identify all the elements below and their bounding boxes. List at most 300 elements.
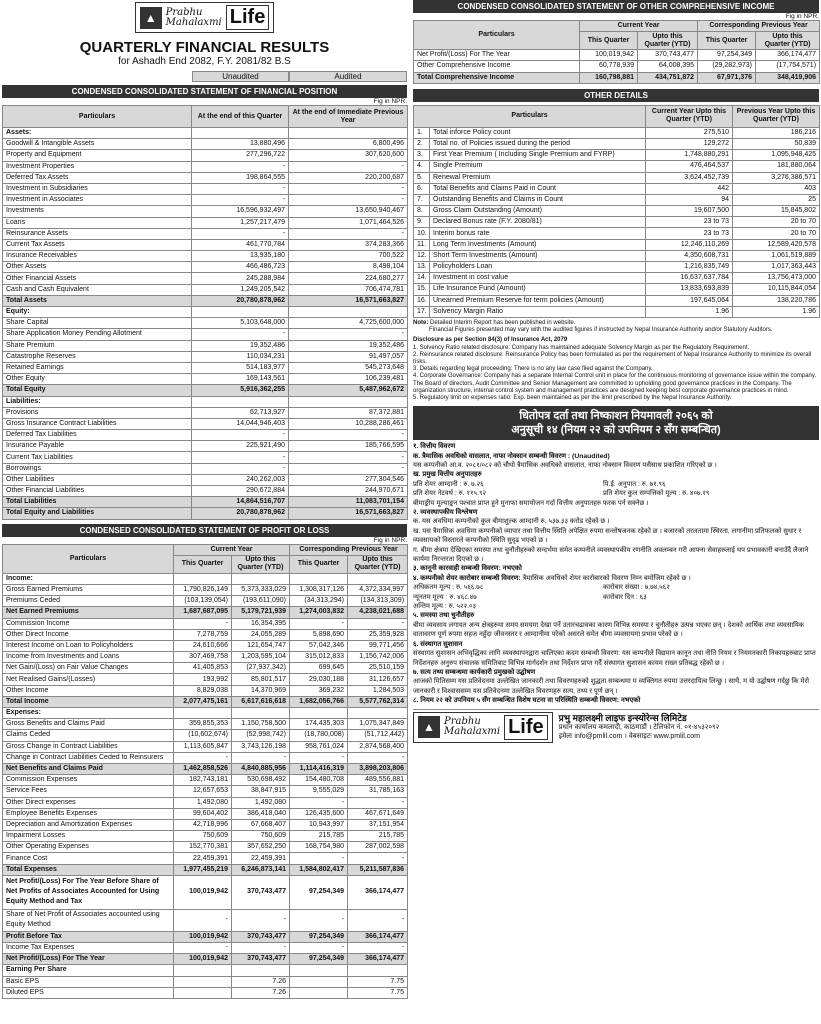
- unaudited-label: Unaudited: [192, 71, 289, 82]
- row-value-2: 4,840,885,956: [232, 763, 290, 774]
- row-value-current: 16,637,637,784: [646, 273, 733, 284]
- row-value-current: 514,183,977: [192, 362, 289, 373]
- row-label: Total Assets: [3, 295, 192, 306]
- row-label: Investment Properties: [3, 161, 192, 172]
- nep-s1a-text: यस कम्पनीको आ.व. २०८१/०८२ को चौथो त्रैमासिक अवधिको वासलात, नाफा नोक्सान विवरण यसैसाथ प्रकाशित गरिएको छ ।: [413, 461, 717, 469]
- row-value-2: 386,418,040: [232, 808, 290, 819]
- row-label: Earning Per Share: [3, 965, 174, 976]
- nep-share-min: न्यूनतम मूल्य : रु. ४६८.४७: [413, 593, 477, 601]
- row-value-3: 1,584,802,417: [290, 864, 348, 875]
- row-value-prev: 181,880,064: [733, 161, 820, 172]
- profit-loss-fig: Fig in NPR.: [373, 536, 407, 544]
- row-label: Commission Income: [3, 618, 174, 629]
- row-value-2: 370,743,477: [232, 931, 290, 942]
- row-value-4: 3,898,203,806: [348, 763, 408, 774]
- table-row: [3, 674, 408, 685]
- row-value-3: 369,232: [290, 685, 348, 696]
- row-value-3: [290, 573, 348, 584]
- row-number: 15.: [414, 284, 430, 295]
- row-value-current: 275,510: [646, 127, 733, 138]
- row-value-current: -: [192, 430, 289, 441]
- table-row: [3, 172, 408, 183]
- row-value-2: 1,203,595,104: [232, 652, 290, 663]
- row-value-4: (51,712,442): [348, 730, 408, 741]
- row-value-3: 958,761,024: [290, 741, 348, 752]
- row-value-current: 20,780,878,962: [192, 508, 289, 519]
- fin-position-fig: Fig in NPR.: [373, 98, 407, 105]
- row-value-current: 442: [646, 183, 733, 194]
- row-value-1: [174, 708, 232, 719]
- nep-s4: ४. कम्पनीको शेयर कारोबार सम्बन्धी विवरण:: [413, 574, 521, 582]
- row-value-current: 13,880,496: [192, 139, 289, 150]
- logo-emblem-icon: ▲: [140, 7, 162, 29]
- row-value-1: 750,609: [174, 831, 232, 842]
- row-value-2: 5,179,721,939: [232, 607, 290, 618]
- row-value-prev: 6,800,496: [289, 139, 408, 150]
- row-label: Equity:: [3, 307, 192, 318]
- row-value-prev: -: [289, 195, 408, 206]
- nep-ratio-row1: [413, 480, 819, 489]
- row-value-prev: 13,650,940,467: [289, 206, 408, 217]
- table-row: [3, 508, 408, 519]
- table-row: [3, 150, 408, 161]
- row-value-current: -: [192, 161, 289, 172]
- row-value-current: 129,272: [646, 138, 733, 149]
- row-value-4: 366,174,477: [348, 954, 408, 965]
- nep-s5-text: बीमा व्यवसाय लगायत अन्य क्षेत्रहरुमा समय समयमा देखा पर्ने उतारचढावका कारण विभिन्न समस्या र चुनौतीहरु उत्पन्न भएका छन् । देशको आर्थिक तथा व्यवसायिक वातावरण पूर्ण रुपमा सहज नहुँदा जीवनस्तर र आम्दानीमा परेको असरले समेत बीमा व्यवसायमा प्रभाव परेको छ ।: [413, 621, 805, 639]
- table-row: [3, 596, 408, 607]
- row-label: Investment in cost value: [430, 273, 646, 284]
- row-value-1: [174, 987, 232, 998]
- table-row: [3, 318, 408, 329]
- page-subtitle: for Ashadh End 2082, F.Y. 2081/82 B.S: [118, 56, 291, 67]
- row-value-1: -: [174, 909, 232, 931]
- row-label: Goodwill & Intangible Assets: [3, 139, 192, 150]
- row-value-current: 1,249,205,542: [192, 284, 289, 295]
- row-number: 13.: [414, 262, 430, 273]
- oci-fig: Fig in NPR.: [785, 13, 819, 20]
- row-label: Gross Insurance Contract Liabilities: [3, 418, 192, 429]
- row-label: Gross Change in Contract Liabilities: [3, 741, 174, 752]
- row-label: Total Liabilities: [3, 497, 192, 508]
- row-label: Reinsurance Assets: [3, 228, 192, 239]
- table-row: [3, 652, 408, 663]
- row-label: Deferred Tax Liabilities: [3, 430, 192, 441]
- row-label: Net Profit/(Loss) For The Year Before Share of Net Profits of Associates Accounted for Using Equity Method and Tax: [3, 875, 174, 909]
- row-value-4: 99,771,456: [348, 640, 408, 651]
- row-label: Change in Contract Liabilities Ceded to Reinsurers: [3, 752, 174, 763]
- row-value-prev: -: [289, 430, 408, 441]
- row-value-1: 100,019,942: [174, 875, 232, 909]
- row-value-2: 7.26: [232, 976, 290, 987]
- row-value-3: -: [290, 943, 348, 954]
- footer-logo: [413, 712, 553, 743]
- pl-upto-ytd-2: Upto this Quarter (YTD): [348, 555, 408, 573]
- row-value-current: -: [192, 183, 289, 194]
- row-value-prev: 87,372,881: [289, 407, 408, 418]
- footer-logo-line1: Prabhu: [444, 716, 481, 728]
- table-row: [3, 407, 408, 418]
- table-row: [3, 329, 408, 340]
- row-label: Income from Investments and Loans: [3, 652, 174, 663]
- row-value-1: 41,405,853: [174, 663, 232, 674]
- row-value-prev: 15,845,802: [733, 206, 820, 217]
- table-row: [3, 775, 408, 786]
- nep-share-row2: [413, 593, 819, 602]
- row-label: Other Direct Income: [3, 629, 174, 640]
- row-value-prev: 307,620,600: [289, 150, 408, 161]
- row-value-3: 1,682,056,766: [290, 696, 348, 707]
- oci-corr-prev-year: Corresponding Previous Year: [698, 21, 820, 32]
- nep-s5: ५. समस्या तथा चुनौतीहरु: [413, 612, 475, 620]
- row-value-prev: 8,498,104: [289, 262, 408, 273]
- table-row: [414, 217, 820, 228]
- table-row: [3, 497, 408, 508]
- row-number: 5.: [414, 172, 430, 183]
- table-row: [3, 976, 408, 987]
- row-value-current: 19,607,500: [646, 206, 733, 217]
- row-label: Gross Earned Premiums: [3, 584, 174, 595]
- profit-loss-body: [3, 573, 408, 998]
- pl-corr-prev-year: Corresponding Previous Year: [290, 544, 408, 555]
- row-value-prev: 700,522: [289, 251, 408, 262]
- row-value-4: 4,238,021,688: [348, 607, 408, 618]
- row-number: 8.: [414, 206, 430, 217]
- row-value-prev: [289, 307, 408, 318]
- row-value-4: 37,151,954: [348, 819, 408, 830]
- row-value-4: 25,359,928: [348, 629, 408, 640]
- row-value-prev: 11,083,701,154: [289, 497, 408, 508]
- row-value-current: 5,916,362,255: [192, 385, 289, 396]
- row-value-2: 370,743,477: [232, 875, 290, 909]
- row-value-2: 85,801,517: [232, 674, 290, 685]
- row-value-3: 29,030,188: [290, 674, 348, 685]
- row-value-4: 7.75: [348, 987, 408, 998]
- row-label: Insurance Receivables: [3, 251, 192, 262]
- footer-info: [559, 714, 720, 741]
- row-value-1: 2,077,475,161: [174, 696, 232, 707]
- row-label: Current Tax Liabilities: [3, 452, 192, 463]
- other-details-table: [413, 105, 820, 318]
- row-value-1: 22,459,391: [174, 853, 232, 864]
- row-value-prev: 545,273,648: [289, 362, 408, 373]
- nep-share-max: अधिकतम मूल्य : रु. ५६६.७८: [413, 584, 484, 592]
- row-value-2: 750,609: [232, 831, 290, 842]
- row-label: Assets:: [3, 128, 192, 139]
- row-value-prev: 10,115,844,054: [733, 284, 820, 295]
- row-value-3: [290, 987, 348, 998]
- row-label: Depreciation and Amortization Expenses: [3, 819, 174, 830]
- table-row: [3, 853, 408, 864]
- row-label: Gross Claim Outstanding (Amount): [430, 206, 646, 217]
- row-label: Total Income: [3, 696, 174, 707]
- table-row: [414, 239, 820, 250]
- row-value-4: [348, 965, 408, 976]
- table-row: [3, 385, 408, 396]
- row-label: Total Comprehensive Income: [414, 72, 580, 83]
- table-row: [3, 340, 408, 351]
- nep-ratio3: बीमाङ्कीय मूल्याङ्कन पश्चात प्राप्त हुने मुनाफा समायोजन गर्दा वित्तीय अनुपातहरु फरक पर्न सक्नेछ ।: [413, 499, 649, 507]
- row-label: Other Income: [3, 685, 174, 696]
- table-row: [414, 72, 820, 83]
- row-value-1: 1,462,858,526: [174, 763, 232, 774]
- row-number: 6.: [414, 183, 430, 194]
- row-value-2: 370,743,477: [232, 954, 290, 965]
- nep-s6: ६. संस्थागत सुशासन: [413, 640, 463, 648]
- row-value-1: 1,492,080: [174, 797, 232, 808]
- row-label: Other Comprehensive Income: [414, 61, 580, 72]
- row-label: Claims Ceded: [3, 730, 174, 741]
- row-value-4: 25,510,159: [348, 663, 408, 674]
- row-label: Total inforce Policy count: [430, 127, 646, 138]
- table-row: [3, 474, 408, 485]
- fin-position-table: [2, 105, 408, 520]
- nep-share-days: कारोबार दिन : ६३: [603, 593, 647, 601]
- row-value-3: 168,754,980: [290, 842, 348, 853]
- table-row: [3, 183, 408, 194]
- row-label: Current Tax Assets: [3, 239, 192, 250]
- company-logo: [135, 2, 275, 33]
- row-value-4: 366,174,477: [756, 50, 820, 61]
- row-value-current: 14,864,516,707: [192, 497, 289, 508]
- row-number: 16.: [414, 295, 430, 306]
- row-value-4: 31,785,163: [348, 786, 408, 797]
- table-row: [3, 987, 408, 998]
- row-number: 1.: [414, 127, 430, 138]
- table-row: [3, 430, 408, 441]
- row-value-4: 5,211,587,836: [348, 864, 408, 875]
- row-label: Share Application Money Pending Allotment: [3, 329, 192, 340]
- disclosure-items: [413, 345, 819, 403]
- row-label: Other Liabilities: [3, 474, 192, 485]
- table-row: [3, 206, 408, 217]
- row-label: Diluted EPS: [3, 987, 174, 998]
- pl-this-quarter-2: This Quarter: [290, 555, 348, 573]
- row-label: Cash and Cash Equivalent: [3, 284, 192, 295]
- od-col-prev: Previous Year Upto this Quarter (YTD): [733, 105, 820, 127]
- table-row: [414, 306, 820, 317]
- table-row: [3, 685, 408, 696]
- row-value-prev: 3,276,386,571: [733, 172, 820, 183]
- row-value-1: 8,829,038: [174, 685, 232, 696]
- row-value-3: 154,480,708: [290, 775, 348, 786]
- table-row: [3, 228, 408, 239]
- row-value-2: 67,668,407: [232, 819, 290, 830]
- row-value-1: [174, 573, 232, 584]
- table-row: [414, 206, 820, 217]
- row-value-prev: 1,017,363,443: [733, 262, 820, 273]
- row-value-prev: -: [289, 183, 408, 194]
- table-row: [3, 618, 408, 629]
- row-value-current: 14,044,946,403: [192, 418, 289, 429]
- row-value-2: 14,370,969: [232, 685, 290, 696]
- row-value-1: (103,139,054): [174, 596, 232, 607]
- table-row: [3, 954, 408, 965]
- row-label: Total Expenses: [3, 864, 174, 875]
- nep-s1a: क. त्रैमासिक अवधिको वासलात, नाफा नोक्सान सम्बन्धी विवरण : (Unaudited): [413, 452, 610, 460]
- table-row: [414, 228, 820, 239]
- row-number: 17.: [414, 306, 430, 317]
- row-label: Net Earned Premiums: [3, 607, 174, 618]
- row-label: Other Operating Expenses: [3, 842, 174, 853]
- row-label: Investments: [3, 206, 192, 217]
- row-value-current: -: [192, 452, 289, 463]
- row-value-prev: 220,200,687: [289, 172, 408, 183]
- row-label: Declared Bonus rate (F.Y. 2080/81): [430, 217, 646, 228]
- row-label: Net Gain/(Loss) on Fair Value Changes: [3, 663, 174, 674]
- row-value-3: 5,898,690: [290, 629, 348, 640]
- table-row: [414, 284, 820, 295]
- note-label: Note:: [413, 319, 429, 326]
- nep-ratio-row2: [413, 489, 819, 498]
- table-row: [414, 50, 820, 61]
- row-label: Investment in Associates: [3, 195, 192, 206]
- table-row: [414, 127, 820, 138]
- row-value-2: 64,008,395: [638, 61, 698, 72]
- row-value-prev: -: [289, 452, 408, 463]
- table-row: [3, 708, 408, 719]
- row-value-4: -: [348, 797, 408, 808]
- row-label: Short Term Investments (Amount): [430, 250, 646, 261]
- row-label: Other Direct expenses: [3, 797, 174, 808]
- table-row: [3, 875, 408, 909]
- row-value-1: 24,610,666: [174, 640, 232, 651]
- row-label: Other Equity: [3, 374, 192, 385]
- row-value-current: -: [192, 463, 289, 474]
- row-label: Solvency Margin Ratio: [430, 306, 646, 317]
- row-number: 3.: [414, 150, 430, 161]
- table-row: [3, 842, 408, 853]
- row-value-3: (18,780,008): [290, 730, 348, 741]
- row-value-2: 357,652,250: [232, 842, 290, 853]
- row-value-prev: 25: [733, 194, 820, 205]
- table-row: [3, 217, 408, 228]
- nepali-body: [413, 442, 819, 705]
- logo-line1: Prabhu: [165, 6, 203, 18]
- row-value-prev: 12,589,420,578: [733, 239, 820, 250]
- row-value-4: (17,754,571): [756, 61, 820, 72]
- nep-s1b: ख. प्रमुख वित्तीय अनुपातहरु: [413, 471, 482, 479]
- row-value-3: 9,555,029: [290, 786, 348, 797]
- row-value-3: 174,435,303: [290, 719, 348, 730]
- row-value-1: 100,019,942: [174, 931, 232, 942]
- row-value-3: 97,254,349: [290, 931, 348, 942]
- table-row: [3, 763, 408, 774]
- table-row: [3, 128, 408, 139]
- note-1: Detailed Interim Report has been published in website.: [430, 319, 576, 326]
- footer-logo-line2: Mahalaxmi: [444, 726, 501, 738]
- table-row: [3, 965, 408, 976]
- row-label: Income:: [3, 573, 174, 584]
- row-label: Net Benefits and Claims Paid: [3, 763, 174, 774]
- row-value-current: 20,780,878,962: [192, 295, 289, 306]
- row-value-1: 12,657,653: [174, 786, 232, 797]
- row-label: Net Profit/(Loss) For The Year: [414, 50, 580, 61]
- row-label: Other Financial Assets: [3, 273, 192, 284]
- row-value-4: 4,372,334,997: [348, 584, 408, 595]
- row-label: Share of Net Profit of Associates accounted using Equity Method: [3, 909, 174, 931]
- row-value-1: 359,855,353: [174, 719, 232, 730]
- row-value-current: 13,935,180: [192, 251, 289, 262]
- row-value-current: 4,350,608,731: [646, 250, 733, 261]
- row-number: 4.: [414, 161, 430, 172]
- nep-s7: ७. सत्य तथ्य सम्बन्धमा कार्यकारी प्रमुखको उद्घोषण: [413, 668, 536, 676]
- table-row: [3, 629, 408, 640]
- nep-s2-text3: ग. बीमा क्षेत्रमा देखिएका समस्या तथा चुनौतीहरुको सन्दर्भमा समेत कम्पनीले व्यवस्थापकीय रणनीति अवलम्बन गरी आफ्ना सेवाहरुलाई थप प्रभावकारी बनाउँदै लैजाने कार्यमा निरन्तरता दिएको छ ।: [413, 546, 809, 564]
- row-value-4: 287,002,598: [348, 842, 408, 853]
- table-row: [414, 295, 820, 306]
- table-row: [3, 418, 408, 429]
- table-row: [3, 831, 408, 842]
- row-label: Gross Benefits and Claims Paid: [3, 719, 174, 730]
- row-value-2: 1,150,758,500: [232, 719, 290, 730]
- row-label: Interim bonus rate: [430, 228, 646, 239]
- pl-upto-ytd-1: Upto this Quarter (YTD): [232, 555, 290, 573]
- company-logo-header: [2, 0, 407, 33]
- nep-share-last: अन्तिम मूल्य : रु. ५२२.०३: [413, 603, 477, 611]
- footer-logo-emblem-icon: ▲: [418, 716, 440, 738]
- row-value-2: -: [232, 752, 290, 763]
- row-value-1: -: [174, 943, 232, 954]
- table-row: [3, 584, 408, 595]
- row-label: Impairment Losses: [3, 831, 174, 842]
- row-number: 2.: [414, 138, 430, 149]
- row-label: Catastrophe Reserves: [3, 351, 192, 362]
- row-value-1: 1,790,826,149: [174, 584, 232, 595]
- row-value-1: -: [174, 752, 232, 763]
- row-label: Other Financial Liabilities: [3, 486, 192, 497]
- table-row: [3, 797, 408, 808]
- nep-share-txn: कारोबार संख्या : ७,७४,५६२: [603, 584, 670, 592]
- audited-label: Audited: [289, 71, 407, 82]
- table-row: [414, 250, 820, 261]
- footer-name: प्रभु महालक्ष्मी लाइफ इन्स्योरेन्स लिमिटेड: [558, 712, 687, 723]
- table-row: [3, 374, 408, 385]
- row-value-2: 22,459,391: [232, 853, 290, 864]
- row-value-4: 1,075,347,849: [348, 719, 408, 730]
- row-value-prev: 5,487,962,672: [289, 385, 408, 396]
- oci-col-particulars: Particulars: [414, 21, 580, 50]
- row-value-3: -: [290, 853, 348, 864]
- fin-position-body: [3, 128, 408, 520]
- nep-s7-text: आजको मितिसम्म यस प्रतिवेदनमा उल्लेखित जानकारी तथा विवरणहरुको शुद्धता सम्बन्धमा म व्यक्तिगत रुपमा उत्तरदायित्व लिन्छु । साथै, म यो उद्घोषण गर्दछु कि मेरो जानकारी र विश्वाससम्म यस प्रतिवेदनमा उल्लेखित विवरणहरु सत्य, तथ्य र पूर्ण छन् ।: [413, 678, 810, 695]
- row-value-3: 215,785: [290, 831, 348, 842]
- oci-body: [414, 50, 820, 84]
- row-value-current: 198,864,555: [192, 172, 289, 183]
- row-label: Income Tax Expenses: [3, 943, 174, 954]
- row-value-2: -: [232, 943, 290, 954]
- row-value-3: [290, 965, 348, 976]
- row-value-current: 290,672,884: [192, 486, 289, 497]
- table-row: [3, 607, 408, 618]
- row-value-current: 23 to 73: [646, 217, 733, 228]
- row-label: Liabilities:: [3, 396, 192, 407]
- row-value-prev: 4,725,600,000: [289, 318, 408, 329]
- row-value-3: 1,308,317,126: [290, 584, 348, 595]
- row-value-2: 16,354,395: [232, 618, 290, 629]
- row-value-current: 461,770,784: [192, 239, 289, 250]
- row-value-current: 466,486,723: [192, 262, 289, 273]
- row-label: Provisions: [3, 407, 192, 418]
- row-value-current: [192, 128, 289, 139]
- disclosure-item: 3. Details regarding legal proceeding: There is no any law case filed against the Company.: [413, 366, 653, 373]
- row-value-4: -: [348, 909, 408, 931]
- table-row: [3, 730, 408, 741]
- row-value-current: 277,296,722: [192, 150, 289, 161]
- other-details-body: [414, 127, 820, 317]
- row-value-2: 7.26: [232, 987, 290, 998]
- profit-loss-bar: CONDENSED CONSOLIDATED STATEMENT OF PROFIT OR LOSS: [2, 524, 407, 537]
